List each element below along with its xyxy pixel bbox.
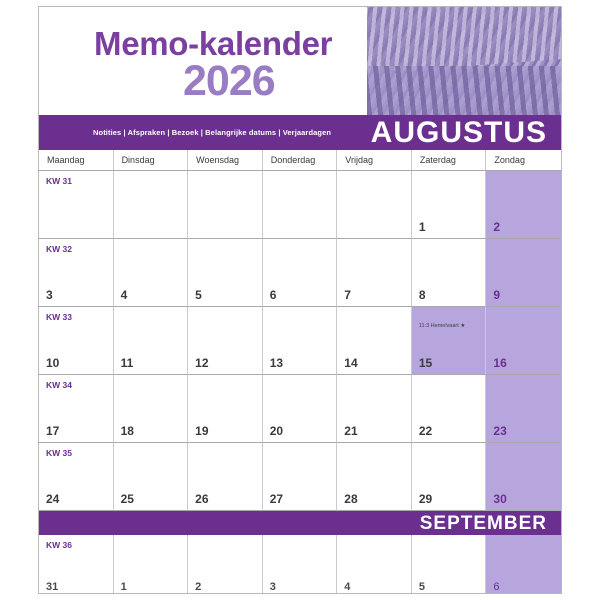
day-number: 2 (195, 581, 202, 593)
day-cell[interactable] (263, 443, 338, 511)
day-cell[interactable] (337, 307, 412, 375)
weekday-sunday: Zondag (494, 155, 525, 165)
day-cell[interactable] (39, 535, 114, 594)
day-cell[interactable] (486, 535, 561, 594)
day-cell[interactable] (39, 171, 114, 239)
day-number: 20 (269, 424, 284, 438)
day-number: 17 (46, 424, 60, 438)
weekday-header-row (39, 150, 561, 171)
day-cell[interactable] (263, 375, 338, 443)
day-number: 9 (493, 288, 501, 302)
day-number: 5 (418, 581, 425, 593)
year-label: 2026 (183, 57, 275, 105)
day-number: 24 (46, 492, 60, 506)
day-cell[interactable] (486, 171, 561, 239)
day-cell[interactable] (39, 239, 114, 307)
day-cell[interactable] (263, 307, 338, 375)
day-cell[interactable] (114, 535, 189, 594)
weekday-thursday: Donderdag (263, 150, 338, 170)
day-number: 26 (195, 492, 209, 506)
day-cell[interactable] (114, 307, 189, 375)
day-number: 30 (493, 492, 507, 506)
day-number: 13 (269, 356, 284, 370)
day-number: 21 (344, 424, 358, 438)
weekday-friday: Vrijdag (337, 150, 412, 170)
day-cell[interactable] (188, 443, 263, 511)
day-cell[interactable] (114, 375, 189, 443)
day-cell[interactable] (412, 535, 487, 594)
weekday-saturday: Zaterdag (412, 150, 487, 170)
next-month-title: SEPTEMBER (419, 513, 547, 534)
day-number: 27 (269, 492, 284, 506)
day-cell[interactable] (337, 171, 412, 239)
day-number: 3 (46, 288, 53, 302)
day-number: 7 (344, 288, 351, 302)
day-number: 19 (195, 424, 209, 438)
day-number: 1 (120, 581, 127, 593)
day-cell[interactable] (39, 375, 114, 443)
day-cell[interactable] (486, 375, 561, 443)
calendar-header (39, 7, 561, 115)
week-number: KW 36 (46, 540, 72, 550)
feature-tags: Notities | Afspraken | Bezoek | Belangrijke datums | Verjaardagen (93, 128, 332, 137)
header-text-area (39, 7, 369, 115)
day-number: 10 (46, 356, 60, 370)
day-cell[interactable] (263, 239, 338, 307)
page-title: Memo-kalender (94, 25, 333, 62)
day-cell[interactable] (337, 239, 412, 307)
day-number: 11 (120, 356, 134, 370)
day-cell[interactable] (188, 239, 263, 307)
day-number: 28 (344, 492, 358, 506)
day-cell[interactable] (412, 239, 487, 307)
weekday-tuesday: Dinsdag (114, 150, 189, 170)
day-cell[interactable] (337, 443, 412, 511)
day-number: 3 (269, 581, 276, 593)
day-number: 18 (120, 424, 134, 438)
day-number: 4 (344, 581, 351, 593)
day-cell[interactable] (188, 535, 263, 594)
weekday-monday: Maandag (39, 150, 114, 170)
month-title: AUGUSTUS (370, 116, 547, 149)
day-cell[interactable] (337, 535, 412, 594)
day-cell[interactable] (412, 307, 487, 375)
week-number: KW 34 (46, 380, 72, 390)
day-number: 22 (418, 424, 433, 438)
day-number: 15 (418, 356, 433, 370)
day-cell[interactable] (188, 171, 263, 239)
day-cell[interactable] (263, 171, 338, 239)
day-number: 6 (269, 288, 277, 302)
next-month-band (39, 511, 561, 535)
week-number: KW 31 (46, 176, 72, 186)
day-number: 5 (195, 288, 202, 302)
day-cell[interactable] (337, 375, 412, 443)
month-band (39, 115, 561, 150)
day-cell[interactable] (486, 307, 561, 375)
day-number: 12 (195, 356, 209, 370)
day-cell[interactable] (263, 535, 338, 594)
day-number: 16 (493, 356, 507, 370)
day-number: 8 (418, 288, 426, 302)
day-cell[interactable] (412, 443, 487, 511)
calendar-sheet (38, 6, 562, 594)
day-number: 14 (344, 356, 358, 370)
day-cell[interactable] (39, 307, 114, 375)
week-number: KW 32 (46, 244, 72, 254)
lavender-photo (367, 7, 561, 115)
day-cell[interactable] (188, 307, 263, 375)
week-number: KW 35 (46, 448, 72, 458)
day-number: 29 (418, 492, 433, 506)
day-number: 6 (493, 581, 500, 593)
day-number: 2 (493, 220, 501, 234)
day-cell[interactable] (412, 171, 487, 239)
day-number: 31 (46, 581, 59, 593)
day-cell[interactable] (486, 239, 561, 307)
weekday-wednesday: Woensdag (188, 150, 263, 170)
day-cell[interactable] (412, 375, 487, 443)
day-number: 4 (120, 288, 128, 302)
day-note: 11:3 Hemelvaart ★ (418, 323, 466, 329)
day-cell[interactable] (114, 443, 189, 511)
day-cell[interactable] (486, 443, 561, 511)
day-number: 1 (418, 220, 426, 234)
day-cell[interactable] (39, 443, 114, 511)
day-number: 25 (120, 492, 134, 506)
day-cell[interactable] (114, 171, 189, 239)
day-cell[interactable] (188, 375, 263, 443)
week-number: KW 33 (46, 312, 72, 322)
next-month-grid (39, 535, 561, 594)
day-number: 23 (493, 424, 507, 438)
month-grid (39, 171, 561, 511)
day-cell[interactable] (114, 239, 189, 307)
